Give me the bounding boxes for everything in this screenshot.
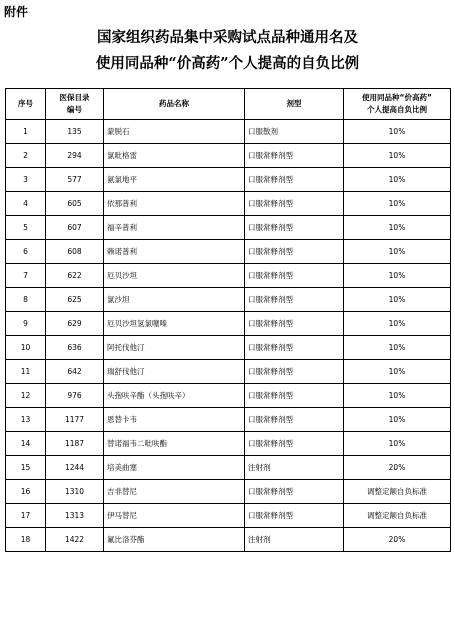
table-row — [6, 456, 451, 480]
cell-code: 976 — [46, 384, 104, 408]
table-row — [6, 120, 451, 144]
header-ratio-line-2: 个人提高自负比例 — [367, 105, 427, 114]
cell-code: 607 — [46, 216, 104, 240]
cell-seq: 17 — [6, 504, 46, 528]
cell-drug-name: 吉非替尼 — [104, 480, 245, 504]
cell-self-pay-ratio: 10% — [344, 312, 451, 336]
cell-self-pay-ratio: 调整定额自负标准 — [344, 504, 451, 528]
cell-self-pay-ratio: 调整定额自负标准 — [344, 480, 451, 504]
table-row — [6, 288, 451, 312]
table-row — [6, 432, 451, 456]
cell-drug-name: 氨氯地平 — [104, 168, 245, 192]
cell-dosage-form: 口服常释剂型 — [245, 264, 344, 288]
cell-dosage-form: 口服常释剂型 — [245, 240, 344, 264]
table-row — [6, 240, 451, 264]
cell-self-pay-ratio: 10% — [344, 408, 451, 432]
cell-drug-name: 厄贝沙坦氢氯噻嗪 — [104, 312, 245, 336]
cell-self-pay-ratio: 10% — [344, 432, 451, 456]
cell-self-pay-ratio: 20% — [344, 528, 451, 552]
cell-code: 642 — [46, 360, 104, 384]
cell-code: 608 — [46, 240, 104, 264]
table-row — [6, 168, 451, 192]
cell-dosage-form: 口服常释剂型 — [245, 216, 344, 240]
cell-seq: 1 — [6, 120, 46, 144]
cell-dosage-form: 注射剂 — [245, 528, 344, 552]
cell-drug-name: 阿托伐他汀 — [104, 336, 245, 360]
cell-dosage-form: 口服常释剂型 — [245, 288, 344, 312]
cell-seq: 16 — [6, 480, 46, 504]
cell-drug-name: 瑞舒伐他汀 — [104, 360, 245, 384]
header-code-line-2: 编号 — [67, 105, 82, 114]
cell-drug-name: 厄贝沙坦 — [104, 264, 245, 288]
cell-self-pay-ratio: 10% — [344, 216, 451, 240]
cell-seq: 10 — [6, 336, 46, 360]
cell-dosage-form: 口服常释剂型 — [245, 312, 344, 336]
cell-dosage-form: 口服散剂 — [245, 120, 344, 144]
cell-self-pay-ratio: 10% — [344, 384, 451, 408]
cell-dosage-form: 口服常释剂型 — [245, 360, 344, 384]
table-row — [6, 192, 451, 216]
cell-dosage-form: 口服常释剂型 — [245, 168, 344, 192]
drug-table — [5, 88, 451, 552]
table-row — [6, 216, 451, 240]
header-seq: 序号 — [6, 89, 46, 120]
cell-self-pay-ratio: 10% — [344, 120, 451, 144]
cell-code: 636 — [46, 336, 104, 360]
header-form: 剂型 — [245, 89, 344, 120]
cell-drug-name: 蒙脱石 — [104, 120, 245, 144]
document-title-line-2: 使用同品种“价高药”个人提高的自负比例 — [95, 55, 360, 72]
cell-seq: 14 — [6, 432, 46, 456]
cell-code: 1187 — [46, 432, 104, 456]
cell-seq: 11 — [6, 360, 46, 384]
cell-dosage-form: 口服常释剂型 — [245, 408, 344, 432]
cell-dosage-form: 口服常释剂型 — [245, 336, 344, 360]
cell-self-pay-ratio: 10% — [344, 240, 451, 264]
cell-self-pay-ratio: 10% — [344, 168, 451, 192]
cell-seq: 12 — [6, 384, 46, 408]
header-name: 药品名称 — [104, 89, 245, 120]
table-row — [6, 408, 451, 432]
cell-dosage-form: 口服常释剂型 — [245, 192, 344, 216]
cell-drug-name: 培美曲塞 — [104, 456, 245, 480]
cell-drug-name: 替诺福韦二吡呋酯 — [104, 432, 245, 456]
cell-drug-name: 赖诺普利 — [104, 240, 245, 264]
cell-self-pay-ratio: 10% — [344, 336, 451, 360]
cell-drug-name: 头孢呋辛酯（头孢呋辛） — [104, 384, 245, 408]
table-row — [6, 312, 451, 336]
table-row — [6, 144, 451, 168]
cell-drug-name: 依那普利 — [104, 192, 245, 216]
cell-self-pay-ratio: 20% — [344, 456, 451, 480]
cell-seq: 4 — [6, 192, 46, 216]
cell-dosage-form: 口服常释剂型 — [245, 384, 344, 408]
cell-drug-name: 福辛普利 — [104, 216, 245, 240]
cell-code: 1310 — [46, 480, 104, 504]
cell-seq: 13 — [6, 408, 46, 432]
header-ratio — [344, 89, 451, 120]
cell-seq: 9 — [6, 312, 46, 336]
cell-self-pay-ratio: 10% — [344, 144, 451, 168]
cell-dosage-form: 注射剂 — [245, 456, 344, 480]
cell-drug-name: 氯吡格雷 — [104, 144, 245, 168]
cell-code: 135 — [46, 120, 104, 144]
cell-code: 1313 — [46, 504, 104, 528]
table-row — [6, 480, 451, 504]
header-code — [46, 89, 104, 120]
cell-self-pay-ratio: 10% — [344, 360, 451, 384]
table-row — [6, 336, 451, 360]
table-row — [6, 504, 451, 528]
table-row — [6, 384, 451, 408]
cell-seq: 6 — [6, 240, 46, 264]
cell-seq: 7 — [6, 264, 46, 288]
document-title-line-1: 国家组织药品集中采购试点品种通用名及 — [97, 29, 358, 46]
cell-code: 1244 — [46, 456, 104, 480]
table-row — [6, 264, 451, 288]
table-body — [6, 120, 451, 552]
cell-code: 1177 — [46, 408, 104, 432]
cell-code: 1422 — [46, 528, 104, 552]
cell-code: 577 — [46, 168, 104, 192]
cell-self-pay-ratio: 10% — [344, 264, 451, 288]
cell-self-pay-ratio: 10% — [344, 288, 451, 312]
cell-drug-name: 伊马替尼 — [104, 504, 245, 528]
cell-dosage-form: 口服常释剂型 — [245, 504, 344, 528]
header-code-line-1: 医保目录 — [59, 93, 90, 102]
cell-dosage-form: 口服常释剂型 — [245, 432, 344, 456]
cell-drug-name: 恩替卡韦 — [104, 408, 245, 432]
cell-code: 625 — [46, 288, 104, 312]
cell-code: 605 — [46, 192, 104, 216]
cell-code: 629 — [46, 312, 104, 336]
cell-seq: 3 — [6, 168, 46, 192]
table-row — [6, 528, 451, 552]
cell-seq: 15 — [6, 456, 46, 480]
cell-seq: 18 — [6, 528, 46, 552]
cell-seq: 8 — [6, 288, 46, 312]
table-header-row — [6, 89, 451, 120]
table-row — [6, 360, 451, 384]
attachment-label: 附件 — [4, 5, 29, 19]
cell-dosage-form: 口服常释剂型 — [245, 480, 344, 504]
cell-code: 622 — [46, 264, 104, 288]
cell-code: 294 — [46, 144, 104, 168]
header-ratio-line-1: 使用同品种“价高药” — [362, 93, 432, 102]
cell-self-pay-ratio: 10% — [344, 192, 451, 216]
cell-seq: 2 — [6, 144, 46, 168]
cell-drug-name: 氯沙坦 — [104, 288, 245, 312]
cell-seq: 5 — [6, 216, 46, 240]
cell-drug-name: 氟比洛芬酯 — [104, 528, 245, 552]
cell-dosage-form: 口服常释剂型 — [245, 144, 344, 168]
